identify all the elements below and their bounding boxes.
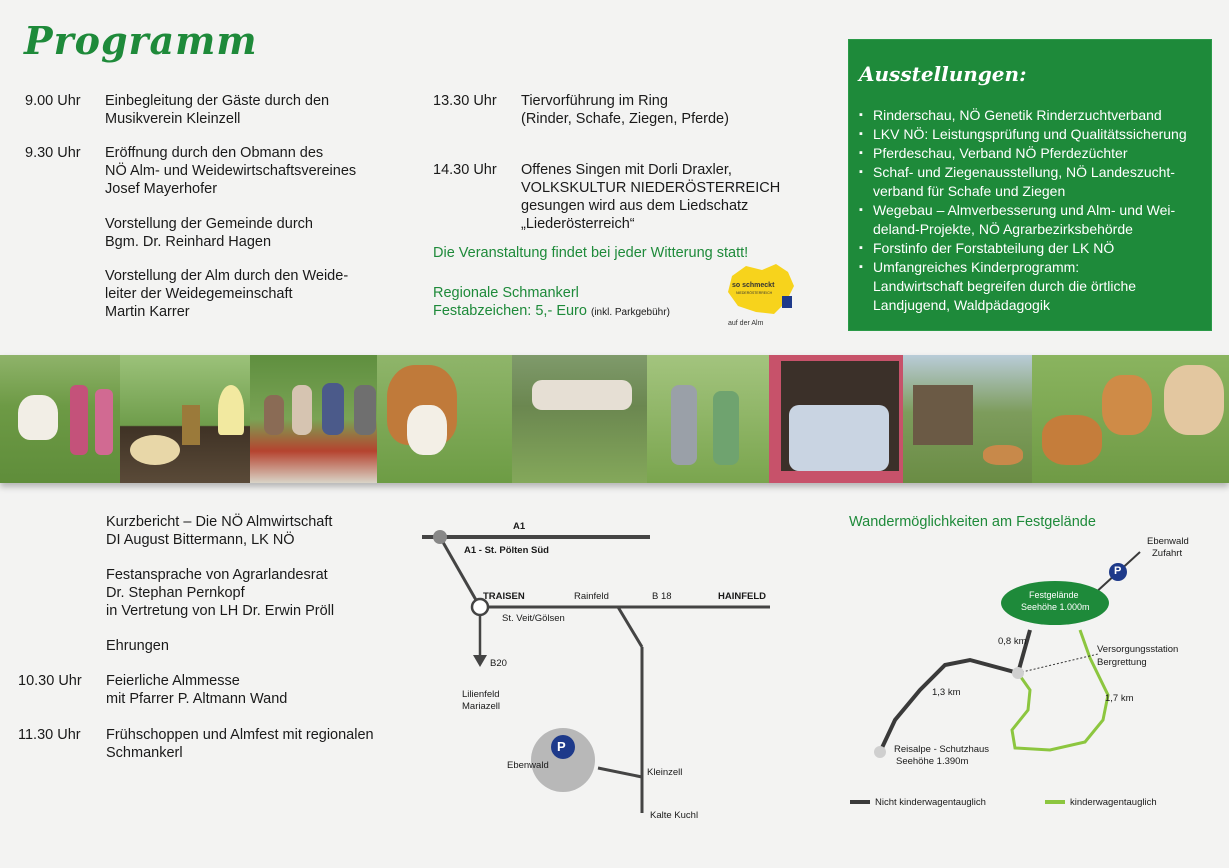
- hike-map: [840, 530, 1220, 820]
- legend-green: kinderwagentauglich: [1070, 797, 1157, 808]
- road-map-lines: [410, 515, 790, 835]
- photo-group-hut: [512, 355, 647, 483]
- entry: [433, 161, 833, 233]
- list-item: ▪ LKV NÖ: Leistungsprüfung und Qualitätssicherung: [859, 125, 1209, 144]
- entry: [25, 215, 405, 251]
- hike-map-title: Wandermöglichkeiten am Festgelände: [849, 514, 1096, 530]
- label-mariazell: Mariazell: [462, 701, 501, 712]
- label-bergrettung: Bergrettung: [1097, 657, 1147, 668]
- festabzeichen: [433, 302, 670, 322]
- label-seehoehe-reis: Seehöhe 1.390m: [896, 756, 969, 767]
- entry: [18, 726, 418, 762]
- label-a1-exit: A1 - St. Pölten Süd: [464, 545, 549, 556]
- logo-bottom-text: auf der Alm: [728, 320, 764, 327]
- label-reisalpe: Reisalpe - Schutzhaus: [894, 744, 990, 755]
- entry: [25, 267, 405, 321]
- list-item: ▪ Umfangreiches Kinderprogramm: Landwirtschaft begreifen durch die örtliche Landjugend, Waldpädagogik: [859, 258, 1209, 315]
- road-map: [410, 515, 790, 835]
- logo-sub-text: NIEDERÖSTERREICH: [736, 291, 773, 295]
- label-dist-08: 0,8 km: [998, 636, 1027, 647]
- festabzeichen-note: (inkl. Parkgebühr): [590, 307, 670, 318]
- middle-program: [433, 92, 833, 233]
- label-versorgung: Versorgungsstation: [1097, 644, 1179, 655]
- entry-line: Schmankerl: [106, 745, 183, 761]
- label-lilienfeld: Lilienfeld: [462, 689, 500, 700]
- entry-line: Vorstellung der Gemeinde durch: [105, 216, 313, 232]
- logo-top-text: so schmeckt: [732, 282, 775, 289]
- entry-line: Musikverein Kleinzell: [105, 111, 241, 127]
- entry-line: VOLKSKULTUR NIEDERÖSTERREICH: [521, 180, 781, 196]
- entry: [18, 566, 418, 620]
- entry-time: 10.30 Uhr: [18, 673, 82, 689]
- list-item: ▪ Schaf- und Ziegenausstellung, NÖ Landeszucht- verband für Schafe und Ziegen: [859, 163, 1209, 201]
- entry-time: 14.30 Uhr: [433, 162, 497, 178]
- entry-line: Josef Mayerhofer: [105, 181, 218, 197]
- logo-shape-icon: [722, 262, 800, 318]
- entry-line: Dr. Stephan Pernkopf: [106, 585, 245, 601]
- page-title: Programm: [24, 18, 258, 63]
- entry-line: Festansprache von Agrarlandesrat: [106, 567, 328, 583]
- regional-title: Regionale Schmankerl: [433, 285, 579, 301]
- photo-hut-meadow: [903, 355, 1032, 483]
- entry-line: in Vertretung von LH Dr. Erwin Pröll: [106, 603, 335, 619]
- legend-dark: Nicht kinderwagentauglich: [875, 797, 986, 808]
- lower-program: [18, 513, 418, 762]
- entry-line: Tiervorführung im Ring: [521, 93, 668, 109]
- photo-bread-table: [120, 355, 249, 483]
- photo-cow-grazing: [377, 355, 512, 483]
- entry-line: mit Pfarrer P. Altmann Wand: [106, 691, 288, 707]
- label-b18: B 18: [652, 591, 672, 602]
- photo-cows-herd: [1032, 355, 1229, 483]
- label-dist-17: 1,7 km: [1105, 693, 1134, 704]
- entry-line: Vorstellung der Alm durch den Weide-: [105, 268, 349, 284]
- label-seehoehe-fest: Seehöhe 1.000m: [1021, 602, 1090, 612]
- list-item: ▪ Forstinfo der Forstabteilung der LK NÖ: [859, 239, 1209, 258]
- festabzeichen-price: Festabzeichen: 5,- Euro: [433, 303, 587, 319]
- entry-line: Offenes Singen mit Dorli Draxler,: [521, 162, 732, 178]
- left-program: [25, 92, 405, 321]
- label-rainfeld: Rainfeld: [574, 591, 609, 602]
- list-item: ▪ Pferdeschau, Verband NÖ Pferdezüchter: [859, 144, 1209, 163]
- entry-line: Feierliche Almmesse: [106, 673, 240, 689]
- label-kalte-kuchl: Kalte Kuchl: [650, 810, 699, 821]
- entry-line: Frühschoppen und Almfest mit regionalen: [106, 727, 374, 743]
- entry: [25, 144, 405, 215]
- entry-line: NÖ Alm- und Weidewirtschaftsvereines: [105, 163, 357, 179]
- label-hainfeld: HAINFELD: [718, 591, 767, 602]
- entry-line: Einbegleitung der Gäste durch den: [105, 93, 330, 109]
- entry-line: leiter der Weidegemeinschaft: [105, 286, 293, 302]
- photo-strip: [0, 355, 1229, 483]
- hike-map-lines: [840, 530, 1220, 820]
- photo-cows-women: [0, 355, 120, 483]
- entry-line: (Rinder, Schafe, Ziegen, Pferde): [521, 111, 729, 127]
- entry: [25, 92, 405, 127]
- entry: [18, 637, 418, 655]
- entry-line: Kurzbericht – Die NÖ Almwirtschaft: [106, 514, 333, 530]
- list-item: ▪ Wegebau – Almverbesserung und Alm- und Wei- deland-Projekte, NÖ Agrarbezirksbehörde: [859, 201, 1209, 239]
- entry-line: „Liederösterreich“: [521, 216, 635, 232]
- photo-family-table: [250, 355, 378, 483]
- label-festgelaende: Festgelände: [1029, 590, 1079, 600]
- entry-time: 9.00 Uhr: [25, 93, 81, 109]
- entry-line: Ehrungen: [106, 638, 169, 654]
- exhibitions-title: Ausstellungen:: [859, 62, 1027, 86]
- entry: [18, 672, 418, 708]
- entry-line: Bgm. Dr. Reinhard Hagen: [105, 234, 272, 250]
- exhibitions-list: [859, 106, 1209, 315]
- parking-icon: P: [557, 739, 566, 754]
- entry-time: 9.30 Uhr: [25, 145, 81, 161]
- label-dist-13: 1,3 km: [932, 687, 961, 698]
- entry-line: Eröffnung durch den Obmann des: [105, 145, 324, 161]
- entry: [433, 92, 833, 128]
- parking-icon: P: [1114, 565, 1122, 577]
- list-item: ▪ Rinderschau, NÖ Genetik Rinderzuchtverband: [859, 106, 1209, 125]
- label-traisen: TRAISEN: [483, 591, 525, 602]
- entry-line: gesungen wird aus dem Liedschatz: [521, 198, 749, 214]
- entry-line: DI August Bittermann, LK NÖ: [106, 532, 295, 548]
- exhibitions-box: [849, 40, 1211, 330]
- photo-children-cows: [647, 355, 769, 483]
- entry: [18, 513, 418, 549]
- label-ebenwald: Ebenwald: [1147, 536, 1189, 547]
- label-st-veit: St. Veit/Gölsen: [502, 613, 565, 624]
- weather-note: Die Veranstaltung findet bei jeder Witterung statt!: [433, 245, 749, 261]
- label-kleinzell: Kleinzell: [647, 767, 683, 778]
- label-a1: A1: [513, 521, 526, 532]
- label-zufahrt: Zufahrt: [1152, 548, 1183, 559]
- so-schmeckt-logo: [722, 262, 800, 332]
- entry-time: 11.30 Uhr: [18, 727, 81, 743]
- label-ebenwald: Ebenwald: [507, 760, 549, 771]
- entry-line: Martin Karrer: [105, 304, 190, 320]
- entry-time: 13.30 Uhr: [433, 93, 497, 109]
- label-b20: B20: [490, 658, 507, 669]
- photo-kids-window: [769, 355, 902, 483]
